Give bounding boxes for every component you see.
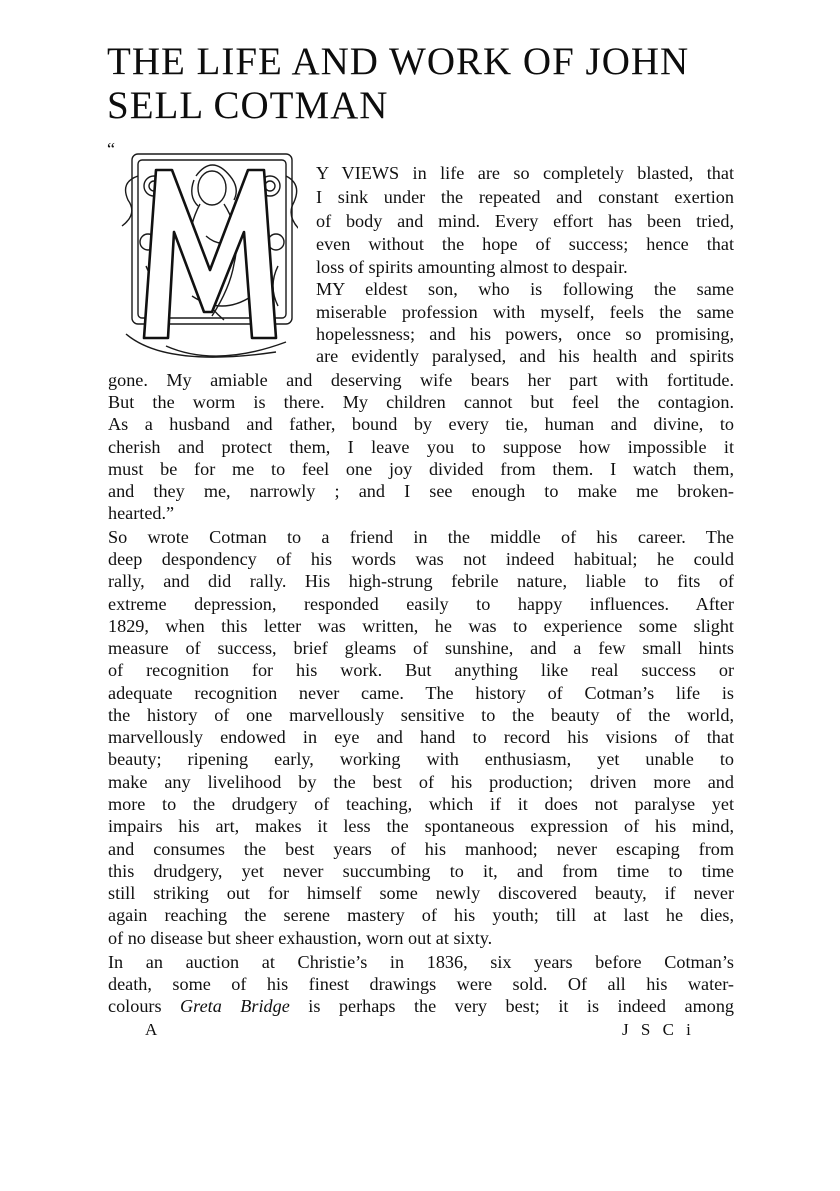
text-line-16: hearted.” — [108, 503, 175, 523]
text-line-24: adequate recognition never came. The history of Cotman’s life is — [108, 683, 734, 703]
text-line-27: beauty; ripening early, working with enthusiasm, yet unable to — [108, 749, 734, 769]
text-line-35: of no disease but sheer exhaustion, worn out at sixty. — [108, 928, 493, 948]
last-line-after: is perhaps the very best; it is indeed among — [289, 996, 735, 1016]
text-line-19: rally, and did rally. His high-strung febrile nature, liable to fits of — [108, 571, 734, 591]
text-line-26: marvellously endowed in eye and hand to record his visions of that — [108, 727, 734, 747]
text-line-37: death, some of his finest drawings were sold. Of all his water- — [108, 974, 734, 994]
text-line-14: must be for me to feel one joy divided from them. I watch them, — [108, 459, 734, 479]
text-line-21: 1829, when this letter was written, he was to experience some slight — [108, 616, 734, 636]
text-line-28: make any livelihood by the best of his production; driven more and — [108, 772, 734, 792]
text-line-29: more to the drudgery of teaching, which if it does not paralyse yet — [108, 794, 734, 814]
text-line-8: hopelessness; and his powers, once so promising, — [316, 324, 734, 344]
text-line-23: of recognition for his work. But anything like real success or — [108, 660, 734, 680]
text-line-11: But the worm is there. My children cannot but feel the contagion. — [108, 392, 734, 412]
text-line-17: So wrote Cotman to a friend in the middle of his career. The — [108, 527, 734, 547]
text-line-12: As a husband and father, bound by every tie, human and divine, to — [108, 414, 734, 434]
signature-mark: A — [145, 1020, 158, 1039]
text-line-6: MY eldest son, who is following the same — [316, 279, 734, 299]
text-line-9: are evidently paralysed, and his health and spirits — [316, 346, 734, 366]
text-line-38 — [108, 995, 734, 1017]
text-line-18: deep despondency of his words was not indeed habitual; he could — [108, 549, 734, 569]
text-line-32: this drudgery, yet never succumbing to it, and from time to time — [108, 861, 734, 881]
text-line-10: gone. My amiable and deserving wife bears her part with fortitude. — [108, 370, 734, 390]
greta-bridge-title: Greta Bridge — [180, 996, 290, 1016]
text-line-34: again reaching the serene mastery of his youth; till at last he dies, — [108, 905, 734, 925]
drop-cap-letter: M — [106, 146, 107, 147]
text-line-20: extreme depression, responded easily to happy influences. After — [108, 594, 734, 614]
page-title: THE LIFE AND WORK OF JOHN SELL COTMAN — [107, 40, 690, 127]
text-line-31: and consumes the best years of his manhood; never escaping from — [108, 839, 734, 859]
text-line-33: still striking out for himself some newly discovered beauty, if never — [108, 883, 734, 903]
text-line-5: loss of spirits amounting almost to despair. — [316, 257, 628, 277]
text-line-15: and they me, narrowly ; and I see enough to make me broken- — [108, 481, 734, 501]
text-line-13: cherish and protect them, I leave you to suppose how impossible it — [108, 437, 734, 457]
text-line-2: I sink under the repeated and constant exertion — [316, 187, 734, 207]
text-line-4: even without the hope of success; hence that — [316, 234, 734, 254]
page-mark: J S C i — [622, 1020, 695, 1039]
text-line-36: In an auction at Christie’s in 1836, six years before Cotman’s — [108, 952, 734, 972]
text-line-1: Y VIEWS in life are so completely blasted, that — [316, 163, 734, 183]
text-line-3: of body and mind. Every effort has been tried, — [316, 211, 734, 231]
last-line-before: colours — [108, 996, 181, 1016]
text-line-22: measure of success, brief gleams of sunshine, and a few small hints — [108, 638, 734, 658]
drop-cap-initial — [106, 146, 298, 362]
text-line-7: miserable profession with myself, feels the same — [316, 302, 734, 322]
text-line-25: the history of one marvellously sensitive to the beauty of the world, — [108, 705, 734, 725]
text-line-30: impairs his art, makes it less the spontaneous expression of his mind, — [108, 816, 734, 836]
opening-quote-mark: “ — [107, 139, 115, 159]
